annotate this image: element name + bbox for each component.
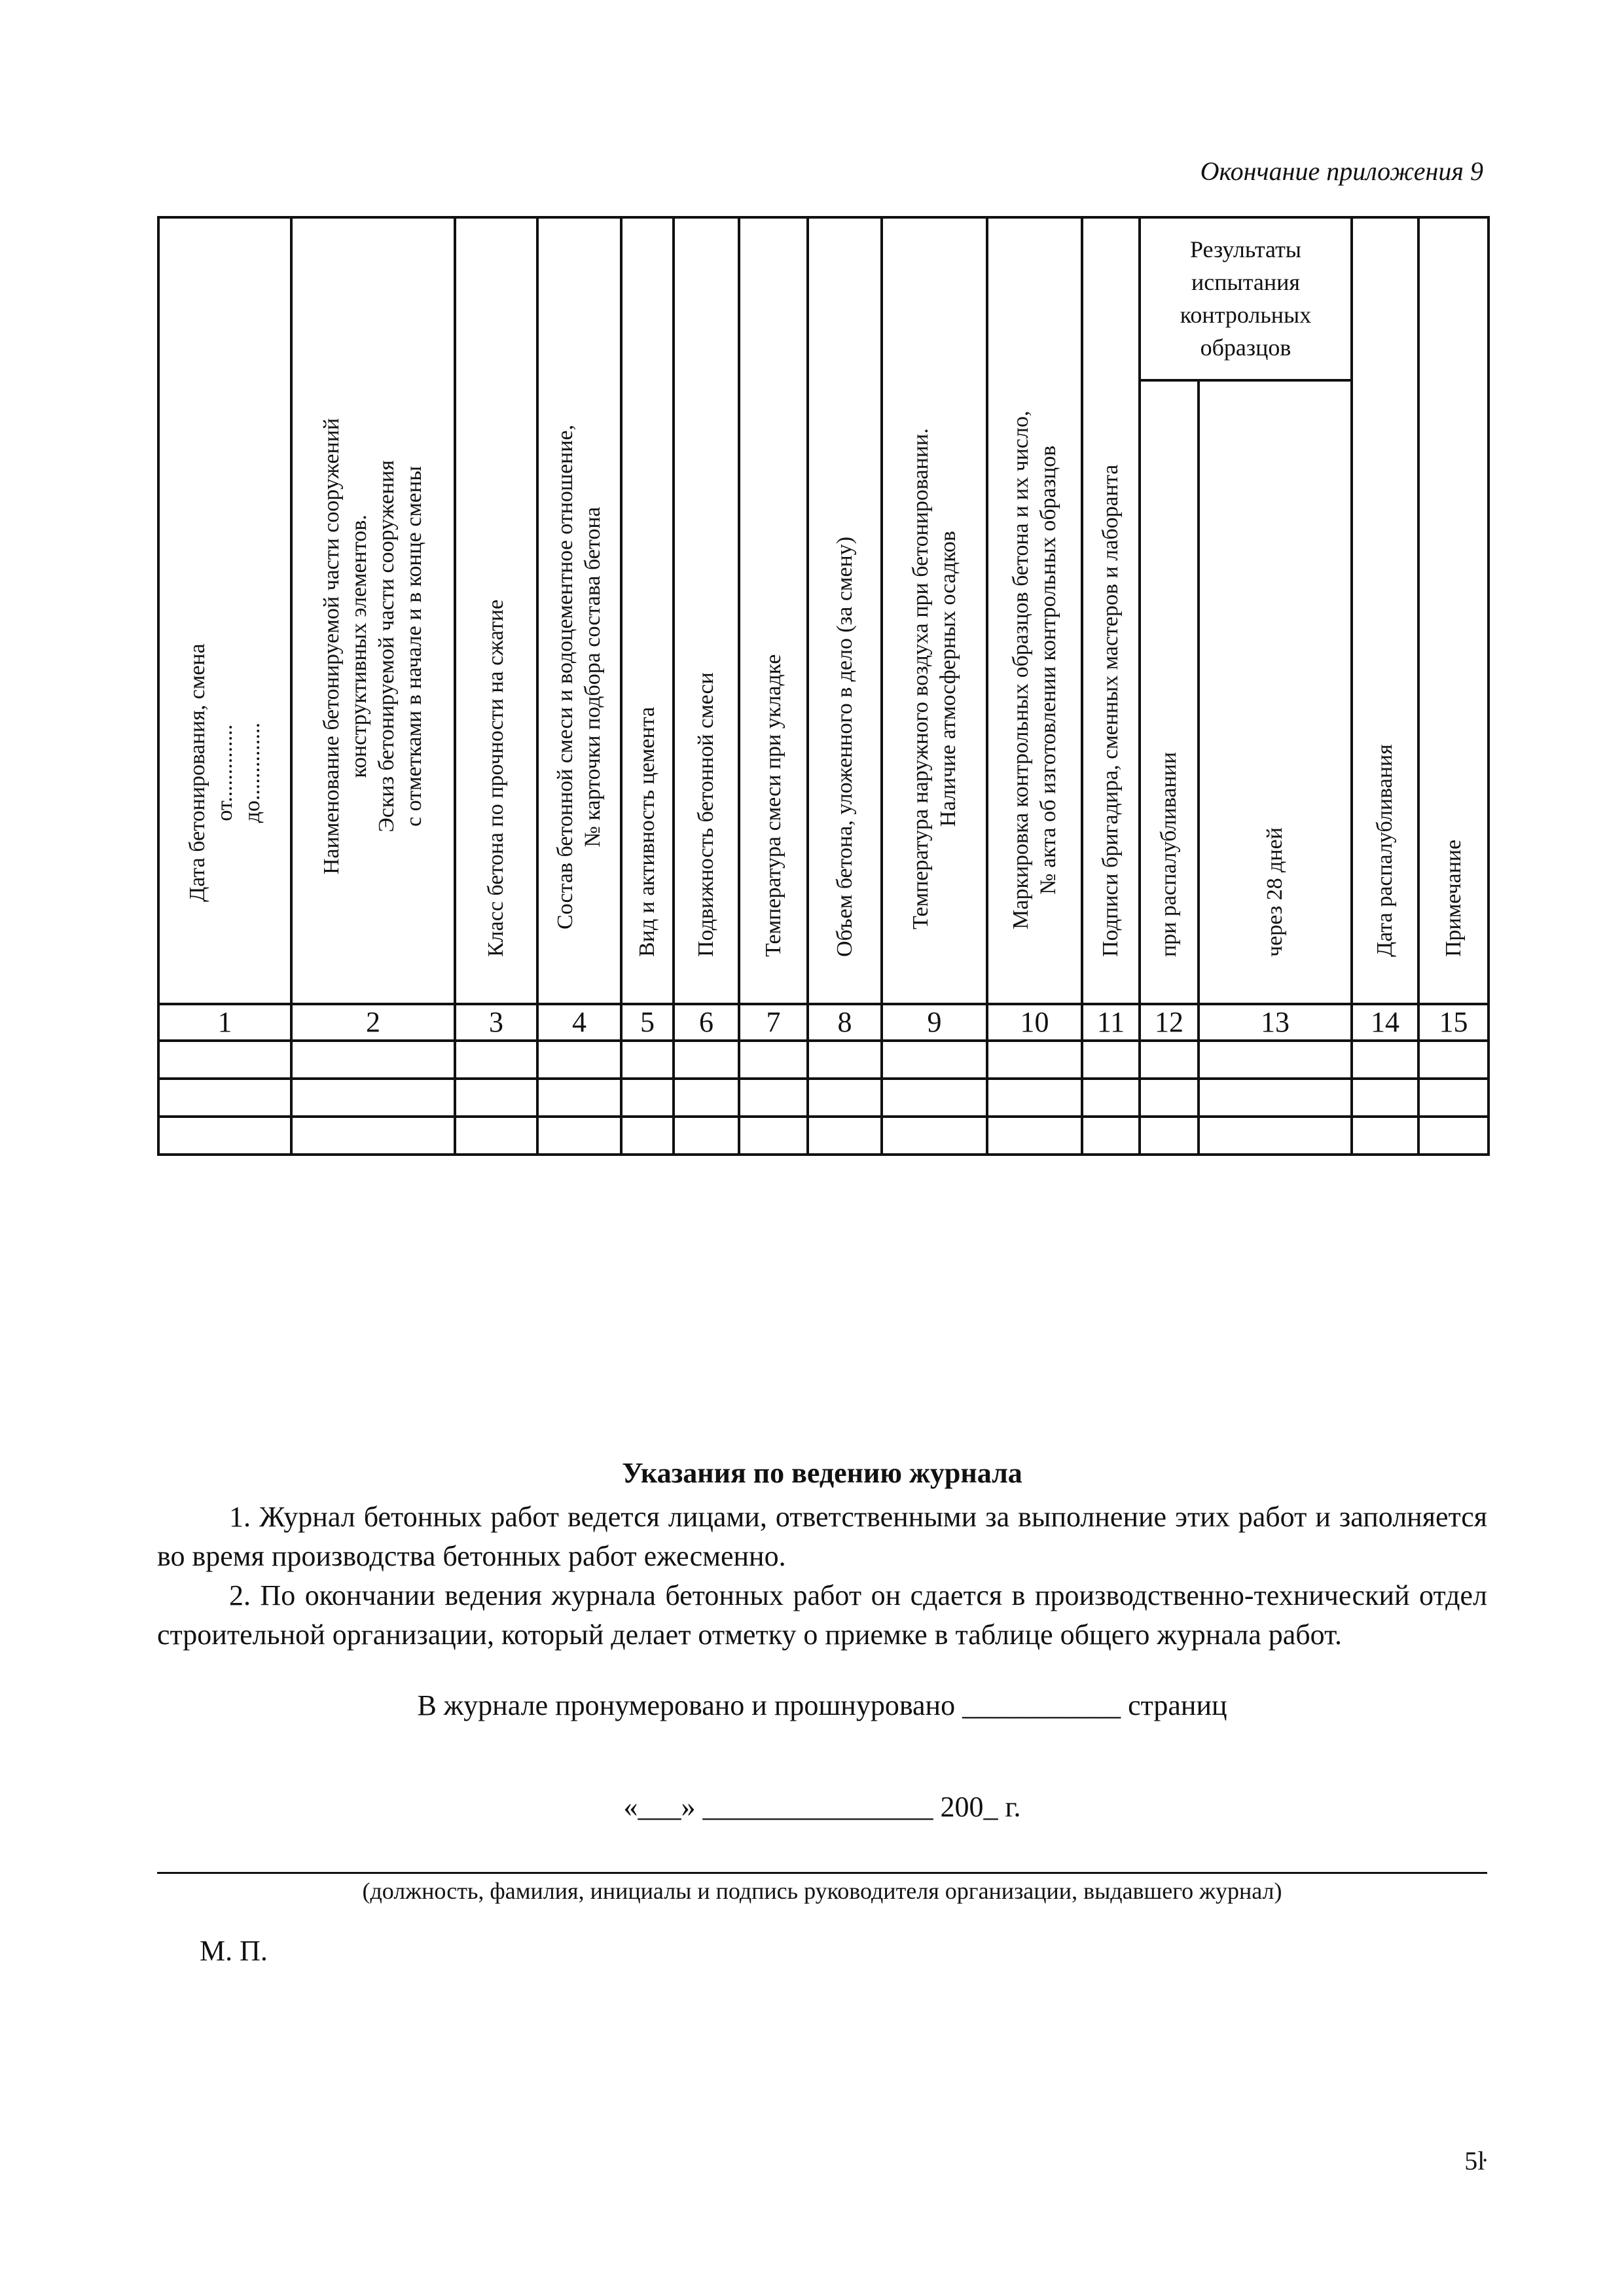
table-cell[interactable] <box>808 1117 882 1155</box>
table-cell[interactable] <box>808 1041 882 1079</box>
column-number: 12 <box>1140 1004 1199 1041</box>
header-text-line: № карточки подбора состава бетона <box>581 507 605 848</box>
column-number: 14 <box>1352 1004 1418 1041</box>
table-cell[interactable] <box>1352 1117 1418 1155</box>
header-text-line: Наличие атмосферных осадков <box>935 531 960 827</box>
header-text-line: Дата бетонирования, смена <box>185 643 209 902</box>
table-cell[interactable] <box>987 1041 1082 1079</box>
instruction-paragraph-1: 1. Журнал бетонных работ ведется лицами, ответственными за выполнение этих работ и заполняется во время производства бетонных работ ежесменно. <box>157 1501 1487 1572</box>
col-header-15 <box>1418 217 1489 1004</box>
page-number: 5ŀ <box>1464 2146 1487 2176</box>
table-cell[interactable] <box>621 1079 674 1117</box>
header-text-line: через 28 дней <box>1263 827 1287 957</box>
table-cell[interactable] <box>455 1079 537 1117</box>
table-cell[interactable] <box>674 1041 739 1079</box>
header-text-line: Состав бетонной смеси и водоцементное отношение, <box>553 424 577 929</box>
table-cell[interactable] <box>739 1041 808 1079</box>
column-number-row <box>158 1004 1489 1041</box>
col-header-10 <box>987 217 1082 1004</box>
table-cell[interactable] <box>1082 1041 1140 1079</box>
header-text-line: с отметками в начале и в конце смены <box>402 465 426 827</box>
col-header-7 <box>739 217 808 1004</box>
instruction-paragraph-2: 2. По окончании ведения журнала бетонных работ он сдается в производственно-технический отдел строительной организации, который делает отметку о приемке в таблице общего журнала работ. <box>157 1579 1487 1651</box>
column-number: 8 <box>808 1004 882 1041</box>
table-cell[interactable] <box>1352 1079 1418 1117</box>
header-text-line: Дата распалубливания <box>1373 744 1397 957</box>
column-number: 4 <box>537 1004 621 1041</box>
table-cell[interactable] <box>537 1079 621 1117</box>
column-number: 3 <box>455 1004 537 1041</box>
table-cell[interactable] <box>537 1117 621 1155</box>
signature-caption: (должность, фамилия, инициалы и подпись руководителя организации, выдавшего журнал) <box>362 1878 1282 1904</box>
table-cell[interactable] <box>1140 1041 1199 1079</box>
table-cell[interactable] <box>987 1079 1082 1117</box>
header-text-line: от.............. <box>212 724 237 821</box>
header-text-line: Подписи бригадира, сменных мастеров и лаборанта <box>1098 464 1123 957</box>
table-cell[interactable] <box>674 1079 739 1117</box>
column-number: 9 <box>882 1004 987 1041</box>
col-header-12 <box>1140 380 1199 1004</box>
col-header-5 <box>621 217 674 1004</box>
header-text-line: Примечание <box>1441 839 1466 957</box>
col-header-13 <box>1199 380 1352 1004</box>
table-row <box>158 1041 1489 1079</box>
table-cell[interactable] <box>1082 1117 1140 1155</box>
col-header-1 <box>158 217 291 1004</box>
table-cell[interactable] <box>158 1079 291 1117</box>
header-text-line: Вид и активность цемента <box>635 706 659 957</box>
column-number: 2 <box>291 1004 455 1041</box>
col-header-14 <box>1352 217 1418 1004</box>
table-cell[interactable] <box>674 1117 739 1155</box>
concrete-journal-table <box>157 216 1490 1156</box>
col-header-2 <box>291 217 455 1004</box>
column-number: 13 <box>1199 1004 1352 1041</box>
header-text-line: Объем бетона, уложенного в дело (за смену) <box>832 536 857 957</box>
table-cell[interactable] <box>1140 1079 1199 1117</box>
table-row <box>158 1079 1489 1117</box>
header-text-line: Температура наружного воздуха при бетонировании. <box>908 428 933 929</box>
table-cell[interactable] <box>291 1079 455 1117</box>
column-number: 7 <box>739 1004 808 1041</box>
table-cell[interactable] <box>882 1041 987 1079</box>
table-cell[interactable] <box>455 1041 537 1079</box>
table-cell[interactable] <box>158 1117 291 1155</box>
table-cell[interactable] <box>1418 1117 1489 1155</box>
header-text-line: до.............. <box>240 722 264 823</box>
table-cell[interactable] <box>291 1117 455 1155</box>
col-header-11 <box>1082 217 1140 1004</box>
signature-line <box>157 1872 1487 1874</box>
instructions-title: Указания по ведению журнала <box>622 1457 1022 1489</box>
header-text-line: Маркировка контрольных образцов бетона и их число, <box>1008 410 1033 929</box>
table-cell[interactable] <box>1352 1041 1418 1079</box>
table-row <box>158 1117 1489 1155</box>
table-cell[interactable] <box>987 1117 1082 1155</box>
table-cell[interactable] <box>1199 1117 1352 1155</box>
table-cell[interactable] <box>1140 1117 1199 1155</box>
table-cell[interactable] <box>621 1041 674 1079</box>
table-cell[interactable] <box>291 1041 455 1079</box>
header-text-line: Класс бетона по прочности на сжатие <box>484 599 508 957</box>
header-text-line: Наименование бетонируемой части сооружений <box>319 418 344 874</box>
pages-numbered-line: В журнале пронумеровано и прошнуровано ___________ страниц <box>417 1689 1227 1721</box>
column-number: 15 <box>1418 1004 1489 1041</box>
header-text-line: Эскиз бетонируемой части сооружения <box>374 460 399 833</box>
table-cell[interactable] <box>808 1079 882 1117</box>
col-header-4 <box>537 217 621 1004</box>
table-cell[interactable] <box>1199 1079 1352 1117</box>
appendix-note: Окончание приложения 9 <box>1200 156 1483 186</box>
header-text-line: при распалубливании <box>1157 751 1181 957</box>
table-cell[interactable] <box>882 1117 987 1155</box>
header-text-line: Температура смеси при укладке <box>761 654 785 957</box>
table-cell[interactable] <box>158 1041 291 1079</box>
header-text-line: № акта об изготовлении контрольных образцов <box>1036 445 1060 895</box>
column-number: 6 <box>674 1004 739 1041</box>
table-cell[interactable] <box>455 1117 537 1155</box>
table-cell[interactable] <box>1418 1079 1489 1117</box>
table-cell[interactable] <box>739 1079 808 1117</box>
header-text-line: Подвижность бетонной смеси <box>694 672 718 957</box>
table-cell[interactable] <box>882 1079 987 1117</box>
col-header-6 <box>674 217 739 1004</box>
column-number: 1 <box>158 1004 291 1041</box>
table-cell[interactable] <box>537 1041 621 1079</box>
table-cell[interactable] <box>1082 1079 1140 1117</box>
table-cell[interactable] <box>739 1117 808 1155</box>
column-number: 11 <box>1082 1004 1140 1041</box>
table-cell[interactable] <box>621 1117 674 1155</box>
header-text-line: конструктивных элементов. <box>347 514 371 778</box>
test-results-group-header: Результаты испытания контрольных образцов <box>1140 217 1352 380</box>
stamp-place: М. П. <box>200 1935 268 1967</box>
col-header-9 <box>882 217 987 1004</box>
column-number: 5 <box>621 1004 674 1041</box>
col-header-8 <box>808 217 882 1004</box>
table-cell[interactable] <box>1418 1041 1489 1079</box>
table-cell[interactable] <box>1199 1041 1352 1079</box>
column-number: 10 <box>987 1004 1082 1041</box>
date-line: «___» ________________ 200_ г. <box>623 1791 1021 1823</box>
col-header-3 <box>455 217 537 1004</box>
